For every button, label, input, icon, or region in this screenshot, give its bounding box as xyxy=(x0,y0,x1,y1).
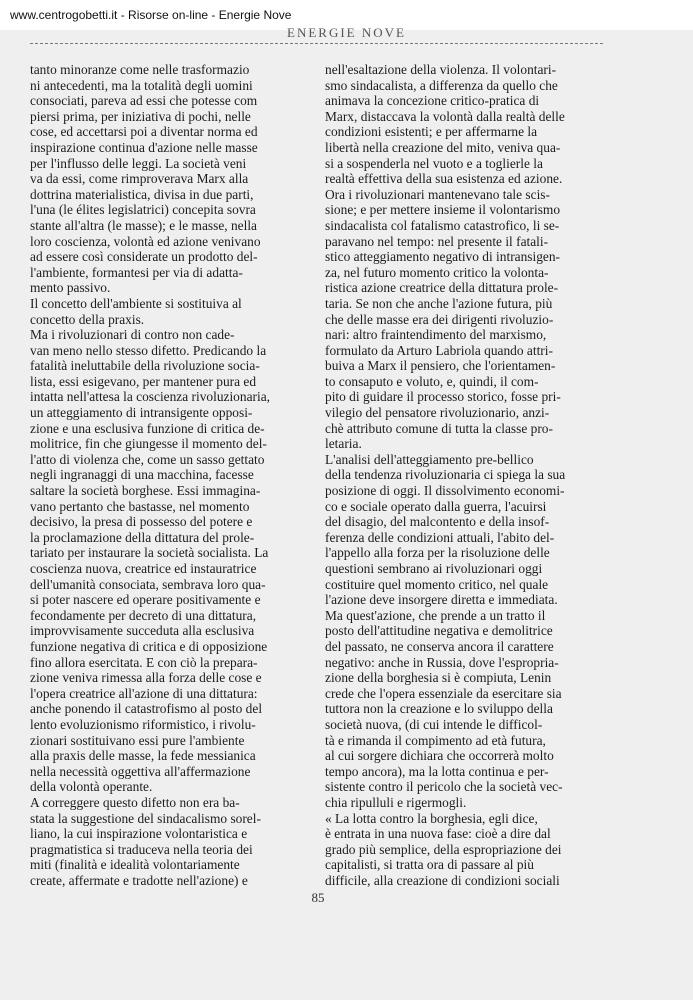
text-line: saltare la società borghese. Essi immagina- xyxy=(30,483,261,499)
text-line: lento evoluzionismo riformistico, i rivolu- xyxy=(30,716,256,732)
text-line: vano pertanto che bastasse, nel momento xyxy=(30,498,250,514)
text-line: sione; e per mettere insieme il volontarismo xyxy=(325,202,561,218)
text-line: fecondamente per decreto di una dittatura, xyxy=(30,607,257,623)
text-line: tariato per instaurare la società socialista. La xyxy=(30,545,269,561)
text-line: per l'influsso delle leggi. La società veni xyxy=(30,155,247,171)
text-line: miti (finalità e idealità volontariamente xyxy=(30,857,240,873)
text-line: pragmatistica si traduceva nella teoria dei xyxy=(30,841,253,857)
text-line: l'azione deve insorgere diretta e immediata. xyxy=(325,592,558,608)
text-line: Marx, distaccava la volontà dalla realtà delle xyxy=(325,108,565,124)
text-line: ferenza delle condizioni attuali, l'abito del- xyxy=(325,529,555,545)
text-line: società nuova, (di cui intende le difficol- xyxy=(325,716,543,732)
text-line: piersi prima, per iniziativa di pochi, nelle xyxy=(30,108,251,124)
text-line: stico atteggiamento negativo di intransigen- xyxy=(325,249,561,265)
text-line: l'appello alla forza per la risoluzione delle xyxy=(325,545,550,561)
text-line: inspirazione continua d'azione nelle masse xyxy=(30,139,258,155)
text-line: tuttora non la creazione e lo sviluppo della xyxy=(325,701,553,717)
text-line: stata la suggestione del sindacalismo sorel- xyxy=(30,810,261,826)
text-line: create, affermate e tradotte nell'azione) e xyxy=(30,872,248,888)
text-line: questioni sembrano ai rivoluzionari oggi xyxy=(325,561,543,576)
text-line: al cui sorgere dichiara che occorrerà molto xyxy=(325,748,554,764)
text-line: ristica azione creatrice della dittatura prole- xyxy=(325,280,559,296)
text-line: molitrice, fin che giungesse il momento del- xyxy=(30,436,267,452)
text-line: sistente contro il pericolo che la società vec- xyxy=(325,779,563,795)
text-line: improvvisamente succeduta alla esclusiva xyxy=(30,623,255,639)
text-line: l'opera creatrice all'azione di una dittatura: xyxy=(30,685,258,701)
text-line: funzione negativa di critica e di opposizione xyxy=(30,638,268,654)
text-line: paravano nel tempo: nel presente il fatali- xyxy=(325,233,549,249)
text-line: tà e rimanda il compimento ad età futura, xyxy=(325,732,546,748)
text-line: posto dell'attitudine negativa e demolitrice xyxy=(325,623,553,639)
text-line: L'analisi dell'atteggiamento pre-bellico xyxy=(325,451,534,467)
text-line: si poter nascere ed operare positivamente e xyxy=(30,592,261,608)
text-line: animava la concezione critico-pratica di xyxy=(325,93,540,109)
text-line: intatta nell'attesa la coscienza rivoluzionaria, xyxy=(30,389,270,405)
text-line: posizione di oggi. Il dissolvimento economi- xyxy=(325,483,565,499)
text-line: dottrina materialistica, divisa in due parti, xyxy=(30,186,254,202)
text-line: della tendenza rivoluzionaria ci spiega la sua xyxy=(325,467,566,483)
text-line: consociati, pareva ad essi che potesse com xyxy=(30,93,258,109)
left-column xyxy=(30,62,304,888)
text-line: coscienza nuova, creatrice ed instauratrice xyxy=(30,561,257,576)
text-line: nella necessità oggettiva all'affermazione xyxy=(30,763,251,779)
text-line: A correggere questo difetto non era ba- xyxy=(30,794,240,810)
text-line: lista, essi esigevano, per mantener pura ed xyxy=(30,373,257,389)
text-line: buiva a Marx il pensiero, che l'orientamen- xyxy=(325,358,556,374)
text-line: cose, ed accettarsi poi a diventar norma ed xyxy=(30,124,258,140)
text-line: Ma quest'azione, che prende a un tratto il xyxy=(325,607,546,623)
text-line: alla praxis delle masse, la fede messianica xyxy=(30,748,256,764)
text-line: costituire quel momento critico, nel quale xyxy=(325,576,549,592)
text-line: za, nel futuro momento critico la volonta- xyxy=(325,264,549,280)
text-line: zione della borghesia si è compiuta, Lenin xyxy=(325,670,552,686)
text-line: che delle masse era dei dirigenti rivoluzio- xyxy=(325,311,554,327)
text-line: van meno nello stesso difetto. Predicando la xyxy=(30,342,267,358)
text-line: condizioni esistenti; e per affermarne la xyxy=(325,124,538,140)
text-line: l'ambiente, formantesi per via di adatta- xyxy=(30,264,243,280)
page-number: 85 xyxy=(311,890,325,905)
text-line: Ma i rivoluzionari di contro non cade- xyxy=(30,327,235,343)
text-line: tempo ancora), ma la lotta continua e per- xyxy=(325,763,549,779)
text-line: zione e una esclusiva funzione di critica de- xyxy=(30,420,265,436)
text-line: realtà effettiva della sua esistenza ed azione. xyxy=(325,171,563,187)
text-line: nell'esaltazione della violenza. Il volontari- xyxy=(325,62,557,77)
text-line: la proclamazione della dittatura del prole- xyxy=(30,529,255,545)
text-line: difficile, alla creazione di condizioni sociali xyxy=(325,872,560,888)
text-line: « La lotta contro la borghesia, egli dice, xyxy=(325,810,538,826)
text-line: to consaputo e voluto, e, quindi, il com- xyxy=(325,373,539,389)
text-line: si a sospenderla nel vuoto e a toglierle la xyxy=(325,155,543,171)
text-line: letaria. xyxy=(325,436,362,452)
text-line: è entrata in una nuova fase: cioè a dire dal xyxy=(325,826,551,842)
text-line: pito di guidare il processo storico, fosse pri- xyxy=(325,389,561,405)
text-line: concetto della praxis. xyxy=(30,311,145,327)
text-line: dell'umanità consociata, sembrava loro qua- xyxy=(30,576,266,592)
text-line: chè attributo comune di tutta la classe pro- xyxy=(325,420,553,436)
text-line: mento passivo. xyxy=(30,280,111,296)
text-line: taria. Se non che anche l'azione futura, più xyxy=(325,295,553,311)
text-line: un atteggiamento di intransigente opposi- xyxy=(30,405,253,421)
text-line: negli ingranaggi di una macchina, facesse xyxy=(30,467,254,483)
text-line: del disagio, del malcontento e della insof- xyxy=(325,514,550,530)
text-line: l'una (le élites legislatrici) concepita sovra xyxy=(30,202,256,218)
text-line: fatalità ineluttabile della rivoluzione socia- xyxy=(30,358,260,374)
text-line: smo sindacalista, a differenza da quello che xyxy=(325,77,558,93)
text-line: crede che l'opera essenziale da esercitare sia xyxy=(325,685,562,701)
running-header: ENERGIE NOVE xyxy=(287,25,406,40)
text-line: liano, la cui inspirazione volontaristica e xyxy=(30,826,248,842)
text-line: del passato, ne conserva ancora il carattere xyxy=(325,638,554,654)
text-line: fino allora esercitata. E con ciò la prepara- xyxy=(30,654,258,670)
text-line: ni antecedenti, ma la totalità degli uomini xyxy=(30,77,253,93)
source-bar: www.centrogobetti.it - Risorse on-line - Energie Nove xyxy=(0,0,693,30)
text-line: tanto minoranze come nelle trasformazio xyxy=(30,62,250,77)
text-line: stante all'altra (le masse); e le masse, nella xyxy=(30,217,257,233)
text-line: negativo: anche in Russia, dove l'espropria- xyxy=(325,654,559,670)
text-line: nari: altro fraintendimento del marxismo, xyxy=(325,327,547,343)
text-line: l'atto di violenza che, come un sasso gettato xyxy=(30,451,265,467)
text-line: co e sociale operato dalla guerra, l'acuirsi xyxy=(325,498,547,514)
text-line: vilegio del pensatore rivoluzionario, anzi- xyxy=(325,405,550,421)
text-line: sindacalista col fatalismo catastrofico, li se- xyxy=(325,217,560,233)
text-line: capitalisti, si tratta ora di passare al più xyxy=(325,857,534,873)
text-line: grado più semplice, della espropriazione dei xyxy=(325,841,562,857)
right-column xyxy=(325,62,599,888)
text-line: anche ponendo il catastrofismo al posto del xyxy=(30,701,263,717)
text-line: Ora i rivoluzionari mantenevano tale scis- xyxy=(325,186,550,202)
text-line: zionari sostituivano essi pure l'ambiente xyxy=(30,732,245,748)
text-line: Il concetto dell'ambiente si sostituiva al xyxy=(30,295,242,311)
text-line: formulato da Arturo Labriola quando attri- xyxy=(325,342,553,358)
text-line: chia ripulluli e rigermogli. xyxy=(325,794,467,810)
text-line: zione veniva rimessa alla forza delle cose e xyxy=(30,670,262,686)
text-line: libertà nella creazione del mito, veniva qua- xyxy=(325,139,561,155)
text-line: loro coscienza, volontà ed azione venivano xyxy=(30,233,261,249)
header-rule xyxy=(30,43,603,44)
text-line: va da essi, come rimproverava Marx alla xyxy=(30,171,249,187)
text-line: della volontà operante. xyxy=(30,779,153,795)
text-line: decisivo, la presa di possesso del potere e xyxy=(30,514,253,530)
text-line: ad essere così considerate un prodotto del- xyxy=(30,249,258,265)
